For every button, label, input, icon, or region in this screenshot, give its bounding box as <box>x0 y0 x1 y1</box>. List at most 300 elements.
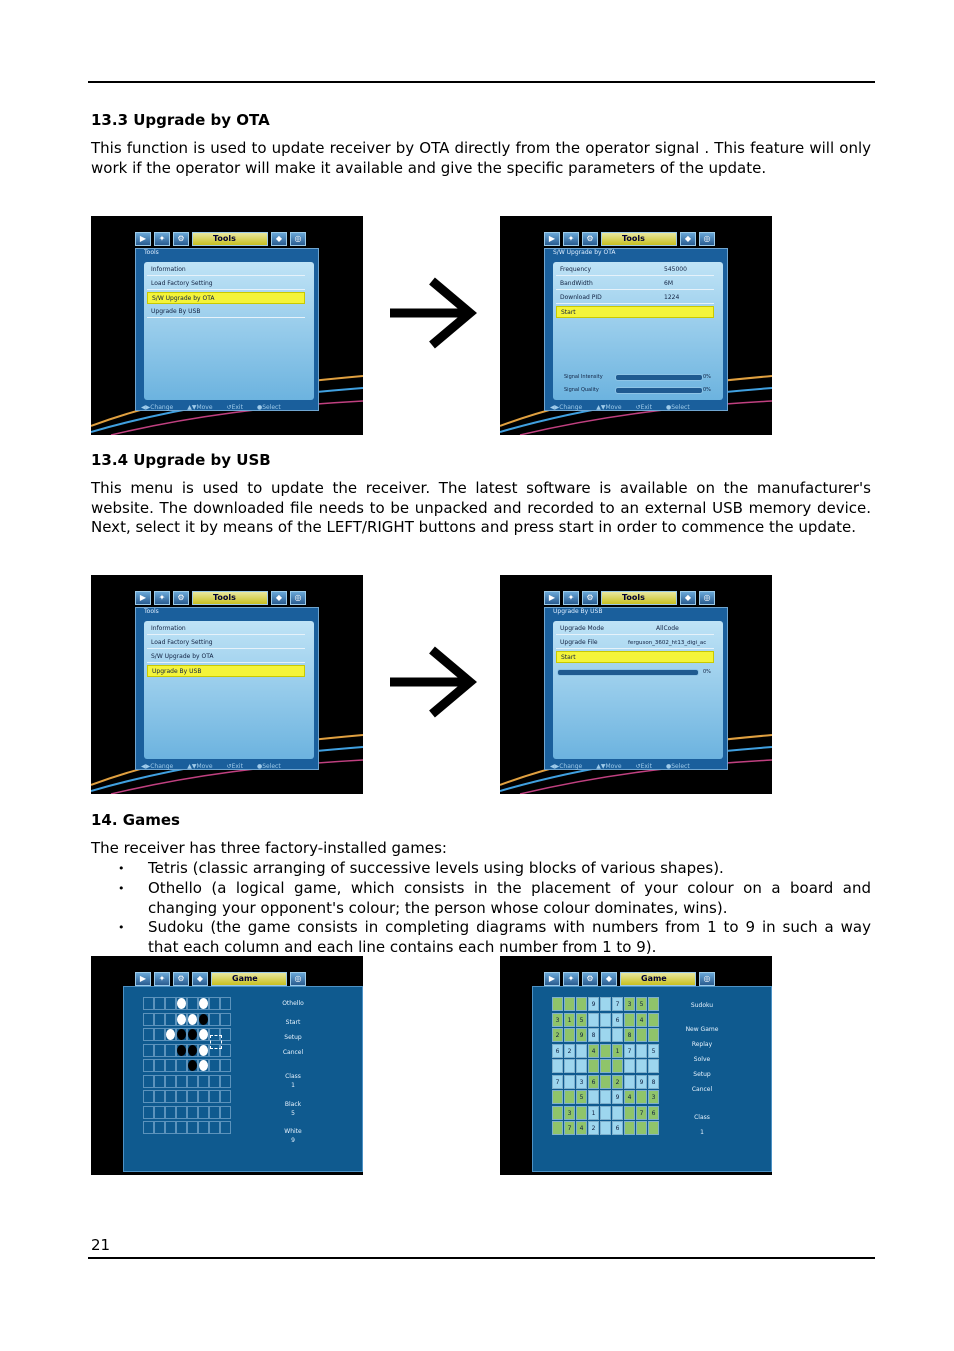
help-move: Move <box>605 763 622 770</box>
board-cell[interactable] <box>143 1075 154 1088</box>
sudoku-cell[interactable]: 3 <box>564 1106 575 1120</box>
sudoku-cell[interactable] <box>600 1013 611 1027</box>
menu-list <box>144 262 314 400</box>
sudoku-cell[interactable] <box>648 1059 659 1073</box>
ota-form <box>553 262 723 400</box>
board-cell[interactable] <box>209 1059 220 1072</box>
help-exit: Exit <box>231 763 243 770</box>
sudoku-cell[interactable] <box>648 1121 659 1135</box>
board-cell[interactable] <box>176 1028 187 1041</box>
bandwidth-label: BandWidth <box>560 280 593 287</box>
tab-icon[interactable]: ◆ <box>192 972 208 986</box>
tab-icon[interactable]: ⚙ <box>173 972 189 986</box>
sudoku-cell[interactable] <box>576 1044 587 1058</box>
tab-icon[interactable]: ◎ <box>290 591 306 605</box>
tab-icon[interactable]: ▶ <box>135 232 151 246</box>
bandwidth-value: 6M <box>664 280 673 287</box>
help-move: Move <box>605 404 622 411</box>
help-exit: Exit <box>231 404 243 411</box>
sudoku-title: Sudoku <box>690 1002 714 1009</box>
heading-13-3: 13.3 Upgrade by OTA <box>91 111 270 129</box>
board-cell[interactable] <box>198 1059 209 1072</box>
sudoku-cell[interactable]: 9 <box>636 1075 647 1089</box>
screenshot-usb-menu <box>500 575 772 794</box>
board-cell[interactable] <box>187 1106 198 1119</box>
black-disc <box>188 1060 197 1071</box>
frequency-value: 545000 <box>664 266 687 273</box>
board-cell[interactable] <box>176 1121 187 1134</box>
tab-icon[interactable]: ◎ <box>699 232 715 246</box>
screenshot-tools-usb <box>91 575 363 794</box>
menu-item-information[interactable]: Information <box>147 623 305 635</box>
sudoku-cell[interactable] <box>576 1059 587 1073</box>
board-cell[interactable] <box>176 1059 187 1072</box>
help-bar: ◀▶Change ▲▼Move ↺Exit ●Select <box>550 763 690 770</box>
panel-title: Upgrade By USB <box>553 608 603 615</box>
sudoku-cell[interactable]: 4 <box>576 1121 587 1135</box>
tab-icon[interactable]: ◆ <box>271 591 287 605</box>
board-cell[interactable] <box>154 1121 165 1134</box>
board-cell[interactable] <box>220 1106 231 1119</box>
tab-icon[interactable]: ◎ <box>290 232 306 246</box>
upgrade-mode-value: AllCode <box>656 625 679 632</box>
board-cell[interactable] <box>198 1121 209 1134</box>
white-disc <box>199 998 208 1009</box>
panel-title: S/W Upgrade by OTA <box>553 249 616 256</box>
arrow-right-icon <box>386 275 478 351</box>
menu-item-load-factory[interactable]: Load Factory Setting <box>147 278 305 290</box>
usb-form <box>553 621 723 759</box>
bullet-glyph: • <box>118 921 125 934</box>
help-change: Change <box>559 763 583 770</box>
black-disc <box>177 1045 186 1056</box>
board-cell[interactable] <box>187 1028 198 1041</box>
screenshot-sudoku <box>500 956 772 1175</box>
sudoku-cell[interactable] <box>588 1090 599 1104</box>
board-cell[interactable] <box>198 1044 209 1057</box>
help-select: Select <box>671 763 690 770</box>
sudoku-cell[interactable] <box>564 1075 575 1089</box>
sudoku-cell[interactable]: 8 <box>624 1028 635 1042</box>
tab-tools[interactable]: Tools <box>192 232 268 246</box>
board-cell[interactable] <box>165 1090 176 1103</box>
tab-icon[interactable]: ◆ <box>680 232 696 246</box>
white-disc <box>199 1029 208 1040</box>
class-value: 1 <box>291 1082 295 1089</box>
tab-tools[interactable]: Tools <box>601 591 677 605</box>
sudoku-cell[interactable]: 5 <box>636 997 647 1011</box>
sudoku-cell[interactable] <box>636 1028 647 1042</box>
tab-icon[interactable]: ▶ <box>544 591 560 605</box>
board-cell[interactable] <box>198 1106 209 1119</box>
sudoku-cell[interactable] <box>636 1121 647 1135</box>
board-cell[interactable] <box>165 997 176 1010</box>
panel-title: Tools <box>144 249 159 256</box>
tab-icon[interactable]: ⚙ <box>173 232 189 246</box>
sudoku-cell[interactable]: 2 <box>612 1075 623 1089</box>
sudoku-cell[interactable]: 6 <box>612 1121 623 1135</box>
sudoku-cell[interactable]: 8 <box>588 1028 599 1042</box>
sudoku-cell[interactable] <box>636 1090 647 1104</box>
board-cell[interactable] <box>143 1059 154 1072</box>
board-cell[interactable] <box>220 1075 231 1088</box>
paragraph-13-3: This function is used to update receiver by OTA directly from the operator signal . This feature will only work if the operator will make it available and give the specific parameters of the update. <box>91 139 871 177</box>
white-value: 9 <box>291 1137 295 1144</box>
heading-13-4: 13.4 Upgrade by USB <box>91 451 271 469</box>
white-disc <box>199 1045 208 1056</box>
board-cell[interactable] <box>187 1075 198 1088</box>
class-label: Class <box>694 1114 710 1121</box>
start-button[interactable]: Start <box>556 306 714 318</box>
board-cell[interactable] <box>143 1044 154 1057</box>
sudoku-cell[interactable]: 2 <box>564 1044 575 1058</box>
sudoku-cell[interactable]: 3 <box>624 997 635 1011</box>
white-label: White <box>284 1128 302 1135</box>
sudoku-cell[interactable] <box>648 997 659 1011</box>
progress-bar <box>557 669 699 676</box>
board-cell[interactable] <box>154 1028 165 1041</box>
board-cell[interactable] <box>154 1075 165 1088</box>
sudoku-cell[interactable] <box>564 997 575 1011</box>
board-cell[interactable] <box>176 1044 187 1057</box>
board-cell[interactable] <box>176 1013 187 1026</box>
signal-intensity-bar <box>615 374 703 381</box>
signal-quality-value: 0% <box>703 387 711 393</box>
board-cell[interactable] <box>154 1059 165 1072</box>
tab-icon[interactable]: ✦ <box>563 591 579 605</box>
board-cell[interactable] <box>198 1075 209 1088</box>
tab-bar <box>544 232 715 246</box>
tab-icon[interactable]: ⚙ <box>582 232 598 246</box>
sudoku-cell[interactable] <box>624 1121 635 1135</box>
menu-item-ota[interactable]: S/W Upgrade by OTA <box>147 292 305 304</box>
black-disc <box>199 1014 208 1025</box>
signal-quality-bar <box>615 387 703 394</box>
tab-icon[interactable]: ✦ <box>154 972 170 986</box>
tab-icon[interactable]: ✦ <box>154 591 170 605</box>
cancel-button[interactable]: Cancel <box>691 1086 713 1093</box>
white-disc <box>177 1014 186 1025</box>
signal-intensity-value: 0% <box>703 374 711 380</box>
upgrade-file-value: ferguson_3602_ht13_digi_ac <box>628 640 707 646</box>
board-cell[interactable] <box>187 1059 198 1072</box>
sudoku-cell[interactable] <box>564 1059 575 1073</box>
board-cell[interactable] <box>165 1044 176 1057</box>
board-cell[interactable] <box>165 1121 176 1134</box>
help-change: Change <box>150 404 174 411</box>
board-cell[interactable] <box>165 1028 176 1041</box>
board-cell[interactable] <box>165 1059 176 1072</box>
sudoku-cell[interactable]: 5 <box>576 1090 587 1104</box>
board-cell[interactable] <box>143 1121 154 1134</box>
sudoku-cell[interactable]: 6 <box>612 1013 623 1027</box>
help-change: Change <box>559 404 583 411</box>
bullet-glyph: • <box>118 882 125 895</box>
board-cell[interactable] <box>165 1106 176 1119</box>
menu-item-load-factory[interactable]: Load Factory Setting <box>147 637 305 649</box>
screenshot-tools-ota <box>91 216 363 435</box>
download-pid-row[interactable] <box>556 292 714 304</box>
sudoku-cell[interactable]: 3 <box>552 1013 563 1027</box>
sudoku-cell[interactable] <box>564 1028 575 1042</box>
board-cell[interactable] <box>198 997 209 1010</box>
board-cell[interactable] <box>187 1090 198 1103</box>
sudoku-cell[interactable] <box>600 1059 611 1073</box>
sudoku-cell[interactable]: 9 <box>588 997 599 1011</box>
menu-item-usb[interactable]: Upgrade By USB <box>147 665 305 677</box>
menu-list <box>144 621 314 759</box>
new-game-button[interactable]: New Game <box>685 1026 719 1033</box>
board-cell[interactable] <box>198 1028 209 1041</box>
panel-title: Tools <box>144 608 159 615</box>
black-value: 5 <box>291 1110 295 1117</box>
board-cell[interactable] <box>154 1044 165 1057</box>
sudoku-cell[interactable] <box>624 1106 635 1120</box>
board-cell[interactable] <box>220 997 231 1010</box>
sudoku-cell[interactable]: 7 <box>636 1106 647 1120</box>
sudoku-cell[interactable] <box>600 1106 611 1120</box>
tab-bar <box>544 591 715 605</box>
board-cell[interactable] <box>176 997 187 1010</box>
sudoku-cell[interactable]: 5 <box>648 1044 659 1058</box>
sudoku-cell[interactable]: 6 <box>648 1106 659 1120</box>
board-cell[interactable] <box>143 1090 154 1103</box>
help-select: Select <box>262 763 281 770</box>
bottom-rule <box>88 1257 875 1259</box>
board-cell[interactable] <box>220 1013 231 1026</box>
sudoku-cell[interactable]: 1 <box>612 1044 623 1058</box>
board-cell[interactable] <box>143 997 154 1010</box>
tab-icon[interactable]: ◎ <box>290 972 306 986</box>
board-cell[interactable] <box>143 1013 154 1026</box>
download-pid-label: Download PID <box>560 294 602 301</box>
black-label: Black <box>284 1101 302 1108</box>
sudoku-cell[interactable] <box>564 1090 575 1104</box>
sudoku-cell[interactable] <box>600 1075 611 1089</box>
upgrade-mode-row[interactable] <box>556 623 714 635</box>
upgrade-file-label: Upgrade File <box>560 639 598 646</box>
black-disc <box>188 1045 197 1056</box>
arrow-right-icon <box>386 644 478 720</box>
black-disc <box>177 1029 186 1040</box>
tab-icon[interactable]: ▶ <box>135 972 151 986</box>
board-cell[interactable] <box>187 1044 198 1057</box>
sudoku-cell[interactable]: 1 <box>564 1013 575 1027</box>
sudoku-cell[interactable]: 4 <box>636 1013 647 1027</box>
help-bar: ◀▶Change ▲▼Move ↺Exit ●Select <box>550 404 690 411</box>
help-move: Move <box>196 763 213 770</box>
menu-item-information[interactable]: Information <box>147 264 305 276</box>
white-disc <box>199 1060 208 1071</box>
sudoku-cell[interactable]: 4 <box>624 1090 635 1104</box>
tab-game[interactable]: Game <box>211 972 287 986</box>
board-cell[interactable] <box>220 1121 231 1134</box>
frequency-row[interactable] <box>556 264 714 276</box>
sudoku-cell[interactable] <box>600 1044 611 1058</box>
help-change: Change <box>150 763 174 770</box>
cancel-button[interactable]: Cancel <box>282 1049 304 1056</box>
setup-button[interactable]: Setup <box>284 1034 302 1041</box>
sudoku-cell[interactable] <box>552 1090 563 1104</box>
tab-icon[interactable]: ✦ <box>563 232 579 246</box>
board-cell[interactable] <box>220 1090 231 1103</box>
bullet-glyph: • <box>118 862 125 875</box>
board-cell[interactable] <box>209 997 220 1010</box>
solve-button[interactable]: Solve <box>693 1056 711 1063</box>
sudoku-cell[interactable] <box>552 1106 563 1120</box>
board-cell[interactable] <box>209 1090 220 1103</box>
board-cell[interactable] <box>165 1075 176 1088</box>
tab-icon[interactable]: ⚙ <box>173 591 189 605</box>
sudoku-cell[interactable] <box>600 1090 611 1104</box>
board-cell[interactable] <box>220 1059 231 1072</box>
sudoku-cell[interactable] <box>624 1013 635 1027</box>
upgrade-mode-label: Upgrade Mode <box>560 625 604 632</box>
sudoku-cell[interactable] <box>636 1059 647 1073</box>
sudoku-cell[interactable]: 3 <box>576 1075 587 1089</box>
sudoku-cell[interactable]: 7 <box>564 1121 575 1135</box>
sudoku-cell[interactable] <box>600 1121 611 1135</box>
board-cell[interactable] <box>187 1121 198 1134</box>
sudoku-cell[interactable]: 6 <box>588 1075 599 1089</box>
tab-icon[interactable]: ◎ <box>699 591 715 605</box>
sudoku-cell[interactable] <box>600 997 611 1011</box>
sudoku-cell[interactable]: 7 <box>552 1075 563 1089</box>
progress-value: 0% <box>703 669 711 675</box>
board-cell[interactable] <box>154 1013 165 1026</box>
sudoku-cell[interactable]: 8 <box>648 1075 659 1089</box>
help-select: Select <box>671 404 690 411</box>
sudoku-cell[interactable]: 7 <box>612 997 623 1011</box>
sudoku-cell[interactable] <box>612 1059 623 1073</box>
board-cell[interactable] <box>154 997 165 1010</box>
othello-cursor <box>210 1035 222 1049</box>
tab-icon[interactable]: ▶ <box>544 232 560 246</box>
menu-item-ota[interactable]: S/W Upgrade by OTA <box>147 651 305 663</box>
replay-button[interactable]: Replay <box>691 1041 713 1048</box>
board-cell[interactable] <box>209 1106 220 1119</box>
bandwidth-row[interactable] <box>556 278 714 290</box>
class-value: 1 <box>700 1129 704 1136</box>
tab-bar <box>544 972 715 986</box>
tab-bar <box>135 591 306 605</box>
paragraph-13-4: This menu is used to update the receiver. The latest software is available on the manufacturer's website. The downloaded file needs to be unpacked and recorded to an external USB memory device. Next, select it by means of the LEFT/RIGHT buttons and press start in order to commence the update. <box>91 479 871 536</box>
sudoku-cell[interactable] <box>636 1044 647 1058</box>
sudoku-cell[interactable] <box>648 1028 659 1042</box>
help-select: Select <box>262 404 281 411</box>
board-cell[interactable] <box>143 1106 154 1119</box>
class-label: Class <box>285 1073 301 1080</box>
heading-14: 14. Games <box>91 811 180 829</box>
sudoku-cell[interactable]: 5 <box>576 1013 587 1027</box>
board-cell[interactable] <box>198 1013 209 1026</box>
sudoku-cell[interactable] <box>612 1028 623 1042</box>
sudoku-cell[interactable]: 2 <box>552 1028 563 1042</box>
start-button[interactable]: Start <box>285 1019 301 1026</box>
sudoku-cell[interactable] <box>552 1059 563 1073</box>
sudoku-cell[interactable]: 9 <box>576 1028 587 1042</box>
board-cell[interactable] <box>187 997 198 1010</box>
sudoku-cell[interactable] <box>588 1013 599 1027</box>
sudoku-cell[interactable]: 2 <box>588 1121 599 1135</box>
bullet-text: Sudoku (the game consists in completing diagrams with numbers from 1 to 9 in such a way that each column and each line contains each number from 1 to 9). <box>148 918 871 956</box>
board-cell[interactable] <box>176 1090 187 1103</box>
signal-intensity-label: Signal Intensity <box>564 374 603 380</box>
board-cell[interactable] <box>187 1013 198 1026</box>
screenshot-ota-menu <box>500 216 772 435</box>
sudoku-cell[interactable] <box>576 997 587 1011</box>
signal-quality-label: Signal Quality <box>564 387 599 393</box>
bullet-text: Tetris (classic arranging of successive levels using blocks of various shapes). <box>148 859 724 877</box>
board-cell[interactable] <box>209 1013 220 1026</box>
white-disc <box>166 1029 175 1040</box>
othello-title: Othello <box>282 1000 304 1007</box>
sudoku-cell[interactable]: 7 <box>624 1044 635 1058</box>
tab-icon[interactable]: ◆ <box>271 232 287 246</box>
help-bar: ◀▶Change ▲▼Move ↺Exit ●Select <box>141 763 281 770</box>
tab-tools[interactable]: Tools <box>192 591 268 605</box>
sudoku-cell[interactable] <box>552 997 563 1011</box>
tab-icon[interactable]: ⚙ <box>582 972 598 986</box>
white-disc <box>188 1014 197 1025</box>
sudoku-cell[interactable] <box>612 1106 623 1120</box>
menu-item-usb[interactable]: Upgrade By USB <box>147 306 305 318</box>
sudoku-cell[interactable] <box>648 1013 659 1027</box>
tab-icon[interactable]: ✦ <box>563 972 579 986</box>
board-cell[interactable] <box>154 1090 165 1103</box>
sudoku-cell[interactable]: 4 <box>588 1044 599 1058</box>
help-bar: ◀▶Change ▲▼Move ↺Exit ●Select <box>141 404 281 411</box>
board-cell[interactable] <box>143 1028 154 1041</box>
board-cell[interactable] <box>154 1106 165 1119</box>
board-cell[interactable] <box>198 1090 209 1103</box>
bullet-text: Othello (a logical game, which consists in the placement of your colour on a board and changing your opponent's colour; the person whose colour dominates, wins). <box>148 879 871 917</box>
tab-icon[interactable]: ✦ <box>154 232 170 246</box>
start-button[interactable]: Start <box>556 651 714 663</box>
tab-icon[interactable]: ⚙ <box>582 591 598 605</box>
sudoku-cell[interactable] <box>552 1121 563 1135</box>
help-move: Move <box>196 404 213 411</box>
board-cell[interactable] <box>165 1013 176 1026</box>
tab-icon[interactable]: ◎ <box>699 972 715 986</box>
sudoku-cell[interactable]: 1 <box>588 1106 599 1120</box>
tab-icon[interactable]: ▶ <box>135 591 151 605</box>
board-cell[interactable] <box>176 1075 187 1088</box>
sudoku-cell[interactable] <box>624 1075 635 1089</box>
upgrade-file-row[interactable] <box>556 637 714 649</box>
sudoku-cell[interactable]: 6 <box>552 1044 563 1058</box>
tab-bar <box>135 232 306 246</box>
sudoku-cell[interactable] <box>624 1059 635 1073</box>
board-cell[interactable] <box>176 1106 187 1119</box>
sudoku-cell[interactable] <box>600 1028 611 1042</box>
white-disc <box>177 998 186 1009</box>
sudoku-cell[interactable]: 9 <box>612 1090 623 1104</box>
tab-tools[interactable]: Tools <box>601 232 677 246</box>
board-cell[interactable] <box>209 1121 220 1134</box>
sudoku-cell[interactable] <box>576 1106 587 1120</box>
tab-icon[interactable]: ▶ <box>544 972 560 986</box>
board-cell[interactable] <box>209 1075 220 1088</box>
top-rule <box>88 81 875 83</box>
sudoku-cell[interactable] <box>588 1059 599 1073</box>
tab-game[interactable]: Game <box>620 972 696 986</box>
tab-icon[interactable]: ◆ <box>601 972 617 986</box>
setup-button[interactable]: Setup <box>693 1071 711 1078</box>
frequency-label: Frequency <box>560 266 591 273</box>
tab-icon[interactable]: ◆ <box>680 591 696 605</box>
sudoku-cell[interactable]: 3 <box>648 1090 659 1104</box>
